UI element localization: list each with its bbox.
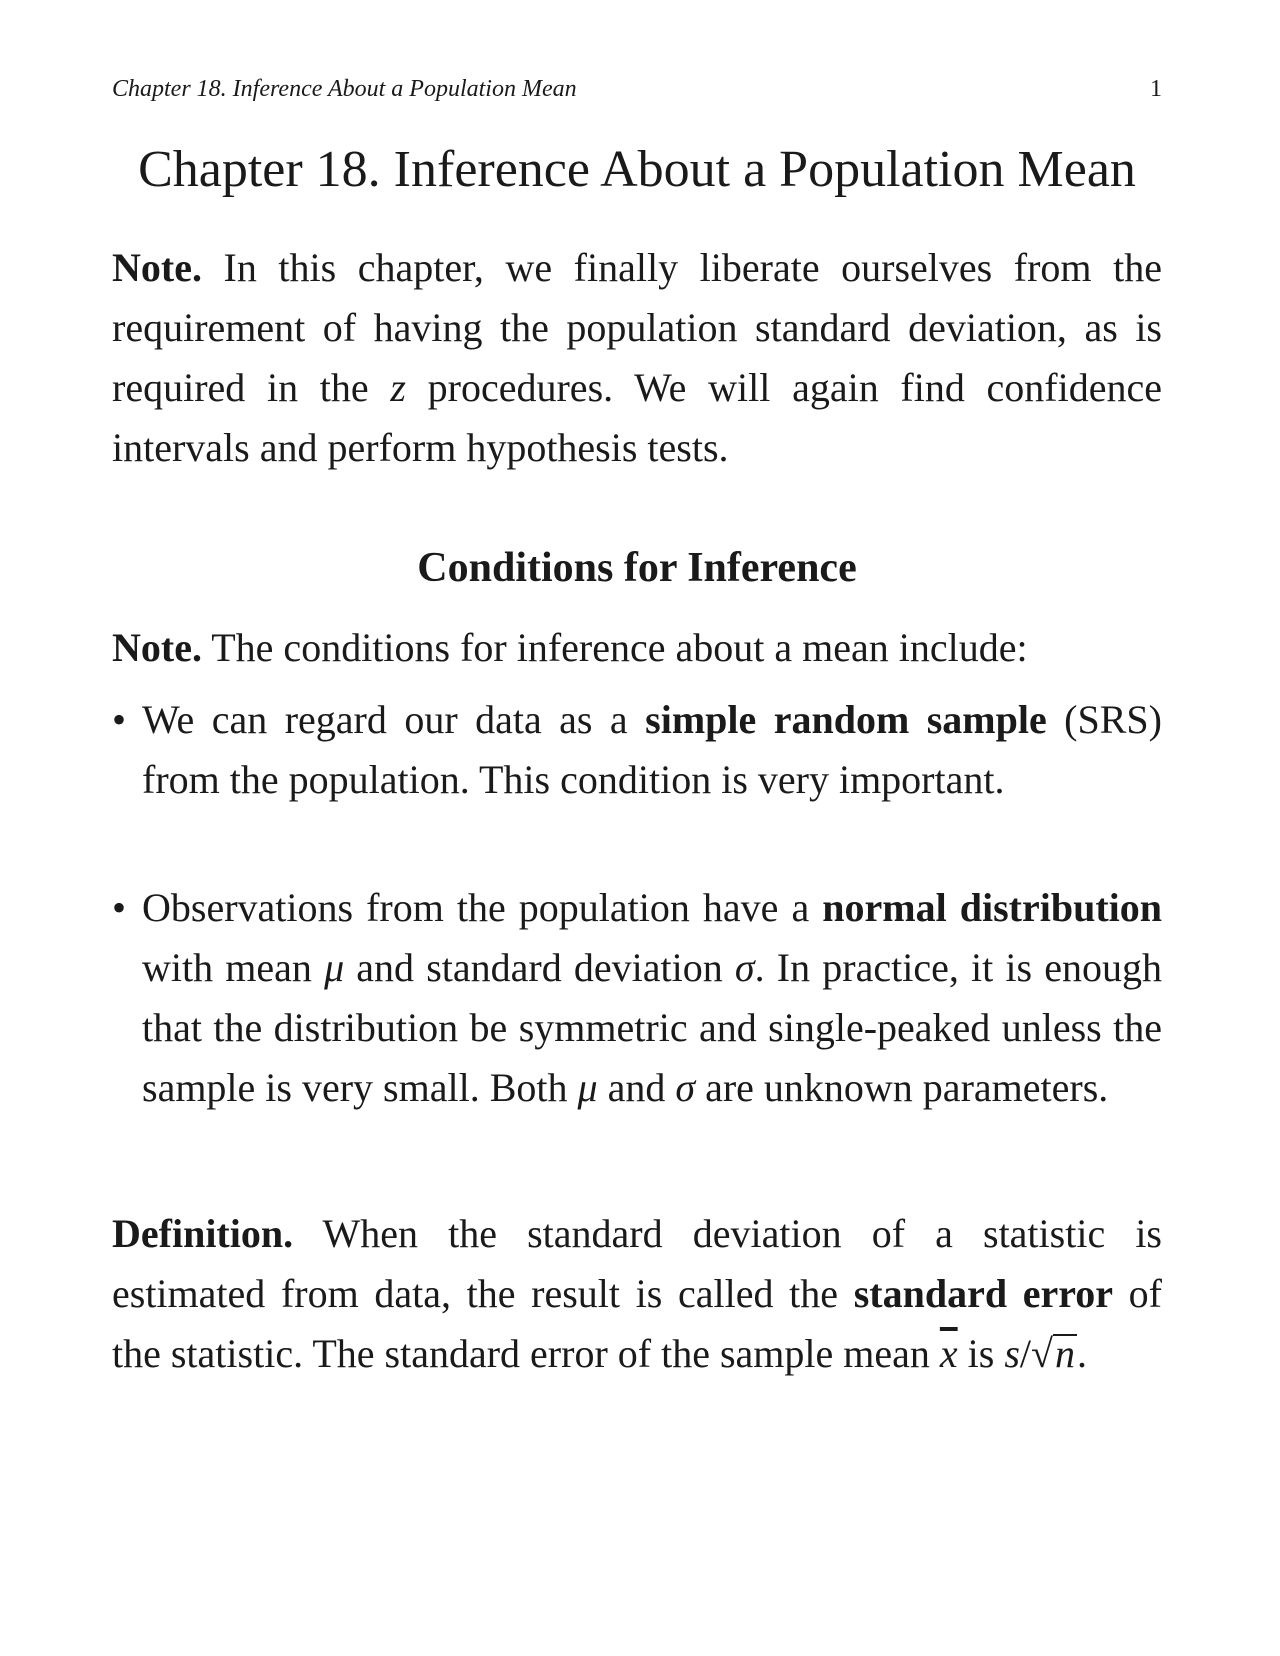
text-run: are unknown parameters.	[695, 1065, 1109, 1110]
bold-term: normal distribution	[822, 885, 1162, 930]
text-run: We can regard our data as a	[142, 697, 646, 742]
math-n: n	[1054, 1331, 1075, 1376]
text-run: When the standard deviation of a statistic is estimated from data, the result is called the	[112, 1211, 1162, 1316]
page-number: 1	[1150, 76, 1162, 102]
bullet-srs	[112, 690, 1162, 810]
bold-term: simple random sample	[645, 697, 1047, 742]
text-run: is	[957, 1331, 1005, 1376]
math-xbar: $\overline{x}$	[939, 1331, 958, 1376]
math-mu: μ	[577, 1065, 598, 1110]
note-text: The conditions for inference about a mean include:	[201, 625, 1028, 670]
note-conditions	[112, 618, 1162, 678]
math-z: z	[390, 365, 406, 410]
text-run: (SRS) from the population. This condition is very important.	[142, 697, 1162, 802]
text-run: with mean	[142, 945, 325, 990]
bullet-icon: •	[112, 885, 127, 930]
bold-term: standard error	[853, 1271, 1114, 1316]
math-mu: μ	[324, 945, 345, 990]
note-intro	[112, 238, 1162, 478]
running-title: Chapter 18. Inference About a Population Mean	[112, 76, 577, 102]
math-s: s	[1004, 1331, 1020, 1376]
running-head	[112, 76, 1162, 103]
note-label: Note.	[112, 245, 202, 290]
text-run: .	[1076, 1331, 1087, 1376]
note-text: In this chapter, we finally liberate ourselves from the requirement of having the population standard deviation, as is required in the	[112, 245, 1162, 410]
section-heading: Conditions for Inference	[417, 545, 857, 591]
definition-standard-error	[112, 1204, 1162, 1384]
math-sigma: σ	[675, 1065, 696, 1110]
text-run: Observations from the population have a	[142, 885, 823, 930]
bullet-icon: •	[112, 697, 127, 742]
text-run: . In practice, it is enough that the distribution be symmetric and single-peaked unless the sample is very small. Both	[142, 945, 1163, 1110]
sqrt-icon: √	[1031, 1331, 1053, 1376]
bullet-text	[142, 878, 1162, 1118]
text-run: of the statistic. The standard error of the sample mean	[112, 1271, 1162, 1376]
note-label: Note.	[112, 625, 202, 670]
math-slash: /	[1019, 1331, 1032, 1376]
chapter-title: Chapter 18. Inference About a Population Mean	[138, 141, 1136, 198]
bullet-text	[142, 690, 1162, 810]
math-sigma: σ	[734, 945, 755, 990]
text-run: and	[597, 1065, 676, 1110]
bullet-normal	[112, 878, 1162, 1118]
text-run: and standard deviation	[344, 945, 735, 990]
definition-label: Definition.	[112, 1211, 294, 1256]
note-text: procedures. We will again find confidence intervals and perform hypothesis tests.	[112, 365, 1162, 470]
